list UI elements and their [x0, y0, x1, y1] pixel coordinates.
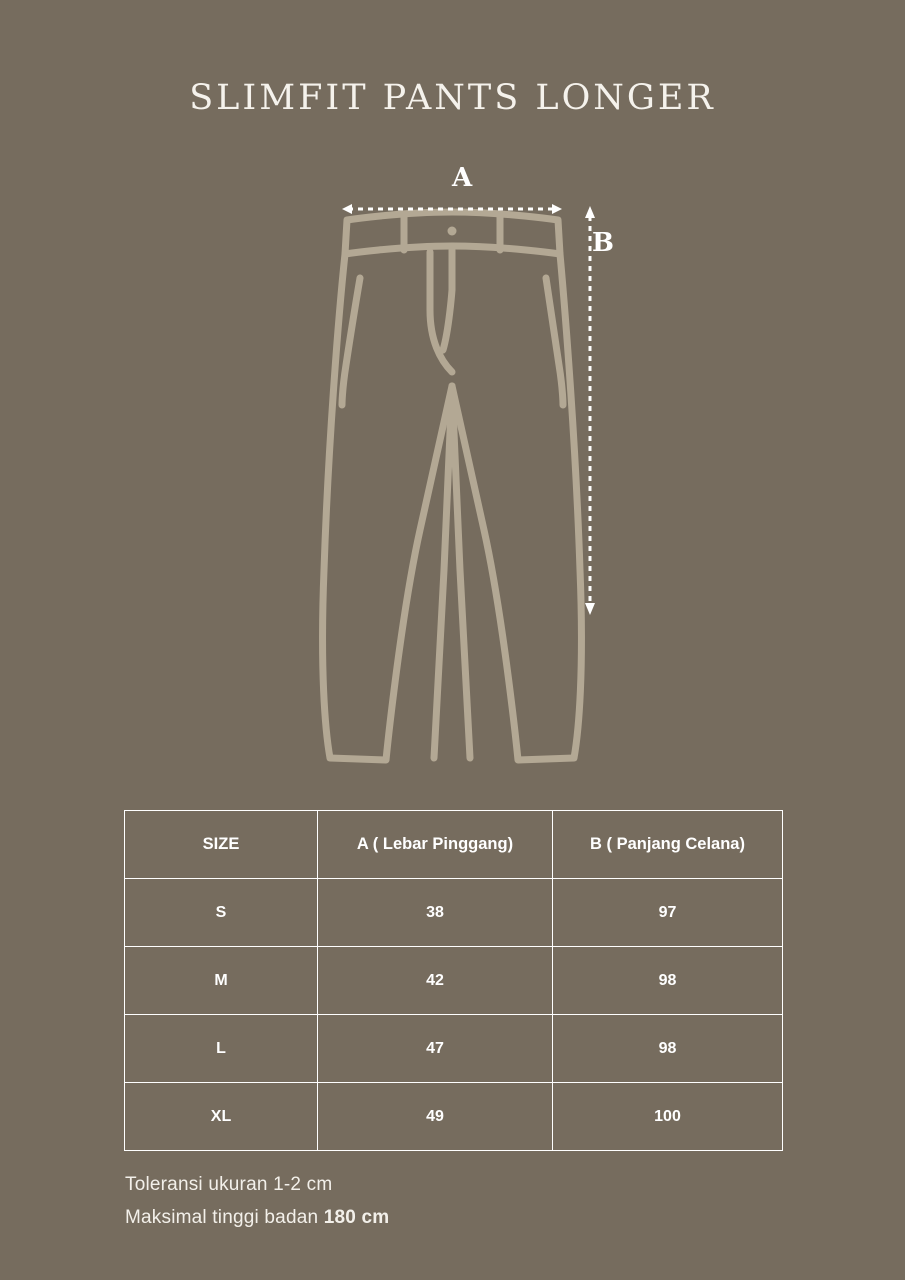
cell-size: M [125, 947, 318, 1015]
cell-a: 49 [318, 1083, 553, 1151]
note-height-value: 180 cm [323, 1207, 390, 1228]
cell-b: 98 [553, 1015, 783, 1083]
page-title: SLIMFIT PANTS LONGER [189, 78, 716, 118]
pocket-left [342, 278, 360, 405]
header-a: A ( Lebar Pinggang) [318, 811, 553, 879]
note-height-prefix: Maksimal tinggi badan [125, 1207, 324, 1228]
measure-b-label: B [592, 228, 615, 258]
pants-diagram [0, 150, 905, 790]
cell-b: 97 [553, 879, 783, 947]
table-row [125, 947, 783, 1015]
button [448, 227, 457, 236]
notes-block [125, 1168, 825, 1234]
header-b: B ( Panjang Celana) [553, 811, 783, 879]
table-row [125, 1015, 783, 1083]
measure-b-arrow [585, 206, 595, 615]
table-header-row [125, 811, 783, 879]
cell-b: 100 [553, 1083, 783, 1151]
fly-seam [443, 250, 452, 350]
note-height [125, 1201, 825, 1234]
pants-outline [323, 254, 582, 760]
cell-a: 42 [318, 947, 553, 1015]
table-row [125, 1083, 783, 1151]
cell-a: 38 [318, 879, 553, 947]
measure-a-label: A [452, 163, 474, 193]
cell-size: S [125, 879, 318, 947]
table-row [125, 879, 783, 947]
cell-a: 47 [318, 1015, 553, 1083]
note-tolerance: Toleransi ukuran 1-2 cm [125, 1174, 333, 1195]
cell-size: XL [125, 1083, 318, 1151]
size-table [124, 810, 783, 1151]
header-size: SIZE [125, 811, 318, 879]
cell-b: 98 [553, 947, 783, 1015]
cell-size: L [125, 1015, 318, 1083]
